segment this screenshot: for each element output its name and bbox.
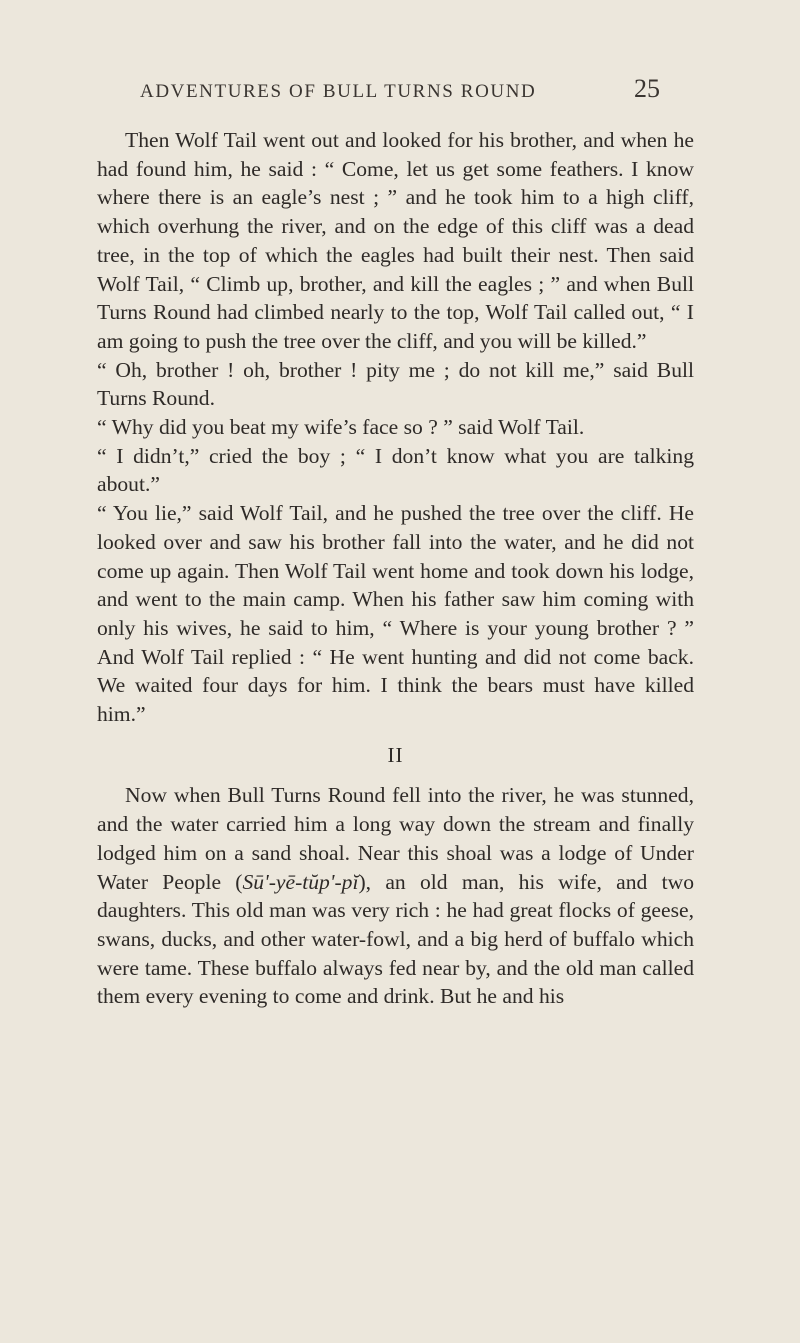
paragraph: “ Oh, brother ! oh, brother ! pity me ; do not kill me,” said Bull Turns Round. bbox=[97, 357, 694, 411]
paragraph-text: ), an old man, his wife, and two daughters. This old man was very rich : he had great flocks of geese, swans, ducks, and other water-fowl, and a big herd of buffalo which were tame. These buffalo always fed near by, and the old man called them every evening to come and drink. But he and his bbox=[97, 869, 694, 1009]
page-number: 25 bbox=[634, 74, 660, 103]
paragraph: “ Why did you beat my wife’s face so ? ” said Wolf Tail. bbox=[97, 415, 585, 440]
running-head bbox=[140, 74, 660, 104]
indian-term: Sū'-yē-tŭp'-pĭ bbox=[242, 869, 359, 894]
paragraph bbox=[97, 781, 694, 1011]
paragraph: “ I didn’t,” cried the boy ; “ I don’t know what you are talking about.” bbox=[97, 443, 694, 497]
running-title: ADVENTURES OF BULL TURNS ROUND bbox=[140, 81, 537, 102]
paragraph: Then Wolf Tail went out and looked for his brother, and when he had found him, he said : “ Come, let us get some feathers. I know where there is an eagle’s nest ; ” and he took him to a high cliff, which overhung the river, and on the edge of this cliff was a dead tree, in the top of which the eagles had built their nest. Then said Wolf Tail, “ Climb up, brother, and kill the eagles ; ” and when Bull Turns Round had climbed nearly to the top, Wolf Tail called out, “ I am going to push the tree over the cliff, and you will be killed.” bbox=[97, 128, 694, 353]
body-text bbox=[97, 126, 694, 1011]
section-heading: II bbox=[387, 742, 404, 767]
paragraph: “ You lie,” said Wolf Tail, and he pushed the tree over the cliff. He looked over and saw his brother fall into the water, and he did not come up again. Then Wolf Tail went home and took down his lodge, and went to the main camp. When his father saw him coming with only his wives, he said to him, “ Where is your young brother ? ” And Wolf Tail replied : “ He went hunting and did not come back. We waited four days for him. I think the bears must have killed him.” bbox=[97, 501, 694, 727]
paragraph-text: Now when Bull Turns Round fell into the river, he was stunned, and the water carried him a long way down the stream and finally lodged him on a sand shoal. Near this shoal was a lodge of Under Water People ( bbox=[97, 783, 694, 894]
